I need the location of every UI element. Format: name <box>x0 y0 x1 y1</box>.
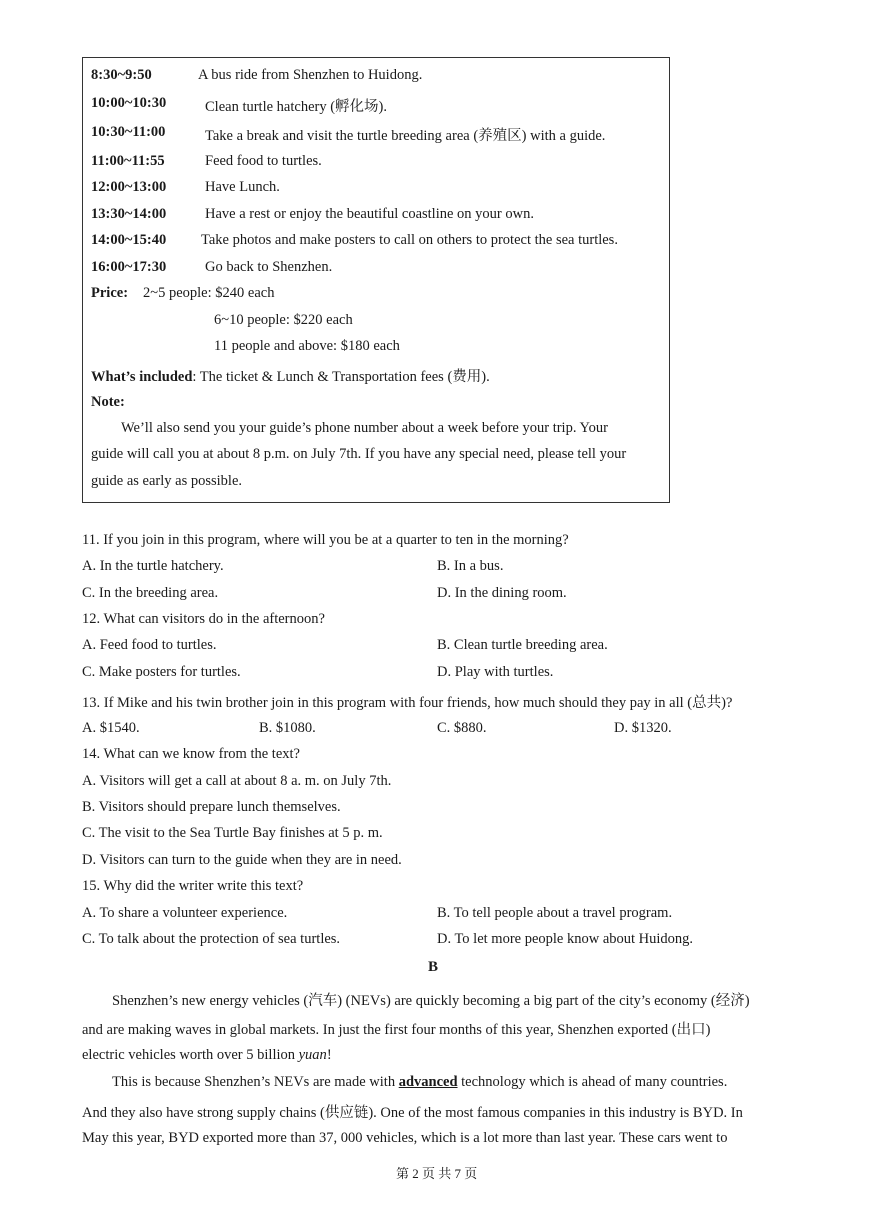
schedule-time: 16:00~17:30 <box>91 259 167 275</box>
schedule-activity: Take a break and visit the turtle breeding area (养殖区) with a guide. <box>205 128 606 144</box>
schedule-time: 14:00~15:40 <box>91 232 167 248</box>
question-option: D. $1320. <box>614 720 672 736</box>
schedule-activity: Go back to Shenzhen. <box>205 259 333 275</box>
schedule-time: 11:00~11:55 <box>91 153 165 169</box>
question-option: C. In the breeding area. <box>82 585 219 601</box>
passage-line: and are making waves in global markets. In just the first four months of this year, Shenzhen exported (出口) <box>82 1022 711 1038</box>
question-option: B. Visitors should prepare lunch themselves. <box>82 799 341 815</box>
note-line: guide as early as possible. <box>91 473 243 489</box>
page-footer: 第 2 页 共 7 页 <box>396 1166 478 1181</box>
schedule-time: 10:00~10:30 <box>91 95 167 111</box>
included-text: : The ticket & Lunch & Transportation fees (费用). <box>192 369 490 385</box>
schedule-time: 8:30~9:50 <box>91 67 152 83</box>
schedule-time: 12:00~13:00 <box>91 179 167 195</box>
schedule-activity: Take photos and make posters to call on others to protect the sea turtles. <box>201 232 618 248</box>
question-option: A. $1540. <box>82 720 140 736</box>
schedule-box <box>82 57 670 503</box>
passage-line <box>82 1047 332 1064</box>
schedule-time: 10:30~11:00 <box>91 124 166 140</box>
question-option: B. To tell people about a travel program. <box>437 905 673 921</box>
passage-italic: yuan <box>298 1047 327 1063</box>
question-option: D. Visitors can turn to the guide when they are in need. <box>82 852 402 868</box>
passage-line: May this year, BYD exported more than 37, 000 vehicles, which is a lot more than last year. These cars went to <box>82 1130 728 1146</box>
passage-text: technology which is ahead of many countries. <box>457 1074 728 1090</box>
passage-line: Shenzhen’s new energy vehicles (汽车) (NEVs) are quickly becoming a big part of the city’s economy (经济) <box>112 993 750 1009</box>
schedule-activity: Clean turtle hatchery (孵化场). <box>205 99 387 115</box>
note-line: We’ll also send you your guide’s phone number about a week before your trip. Your <box>121 420 608 436</box>
question-option: B. Clean turtle breeding area. <box>437 637 608 653</box>
question-option: B. In a bus. <box>437 558 504 574</box>
question-option: A. In the turtle hatchery. <box>82 558 224 574</box>
included-label: What’s included <box>91 369 193 385</box>
passage-text: This is because Shenzhen’s NEVs are made with <box>112 1074 399 1090</box>
question-option: A. Visitors will get a call at about 8 a. m. on July 7th. <box>82 773 392 789</box>
question-option: A. Feed food to turtles. <box>82 637 217 653</box>
price-tier: 6~10 people: $220 each <box>214 312 353 328</box>
section-heading: B <box>428 959 439 975</box>
passage-line: And they also have strong supply chains (供应链). One of the most famous companies in this industry is BYD. In <box>82 1105 743 1121</box>
question-option: D. In the dining room. <box>437 585 567 601</box>
price-label: Price: <box>91 285 129 301</box>
question-option: D. To let more people know about Huidong. <box>437 931 694 947</box>
schedule-activity: Have Lunch. <box>205 179 280 195</box>
schedule-activity: Have a rest or enjoy the beautiful coastline on your own. <box>205 206 534 222</box>
question-stem: 12. What can visitors do in the afternoon? <box>82 611 325 627</box>
vocab-highlight: advanced <box>398 1074 458 1090</box>
question-stem: 14. What can we know from the text? <box>82 746 300 762</box>
question-option: C. To talk about the protection of sea turtles. <box>82 931 341 947</box>
question-stem: 11. If you join in this program, where will you be at a quarter to ten in the morning? <box>82 532 569 548</box>
schedule-activity: A bus ride from Shenzhen to Huidong. <box>198 67 423 83</box>
schedule-activity: Feed food to turtles. <box>205 153 322 169</box>
passage-text: electric vehicles worth over 5 billion <box>82 1047 299 1063</box>
price-tier: 2~5 people: $240 each <box>143 285 275 301</box>
question-stem: 15. Why did the writer write this text? <box>82 878 304 894</box>
passage-text: ! <box>326 1047 332 1063</box>
schedule-time: 13:30~14:00 <box>91 206 167 222</box>
question-option: C. Make posters for turtles. <box>82 664 241 680</box>
question-option: C. $880. <box>437 720 487 736</box>
passage-line <box>112 1074 727 1091</box>
question-option: A. To share a volunteer experience. <box>82 905 288 921</box>
included-line <box>91 365 490 386</box>
question-option: C. The visit to the Sea Turtle Bay finishes at 5 p. m. <box>82 825 383 841</box>
note-line: guide will call you at about 8 p.m. on July 7th. If you have any special need, please tell your <box>91 446 627 462</box>
note-label: Note: <box>91 394 125 410</box>
question-option: D. Play with turtles. <box>437 664 554 680</box>
question-option: B. $1080. <box>259 720 316 736</box>
price-tier: 11 people and above: $180 each <box>214 338 400 354</box>
question-stem: 13. If Mike and his twin brother join in this program with four friends, how much should they pay in all (总共)? <box>82 695 733 711</box>
